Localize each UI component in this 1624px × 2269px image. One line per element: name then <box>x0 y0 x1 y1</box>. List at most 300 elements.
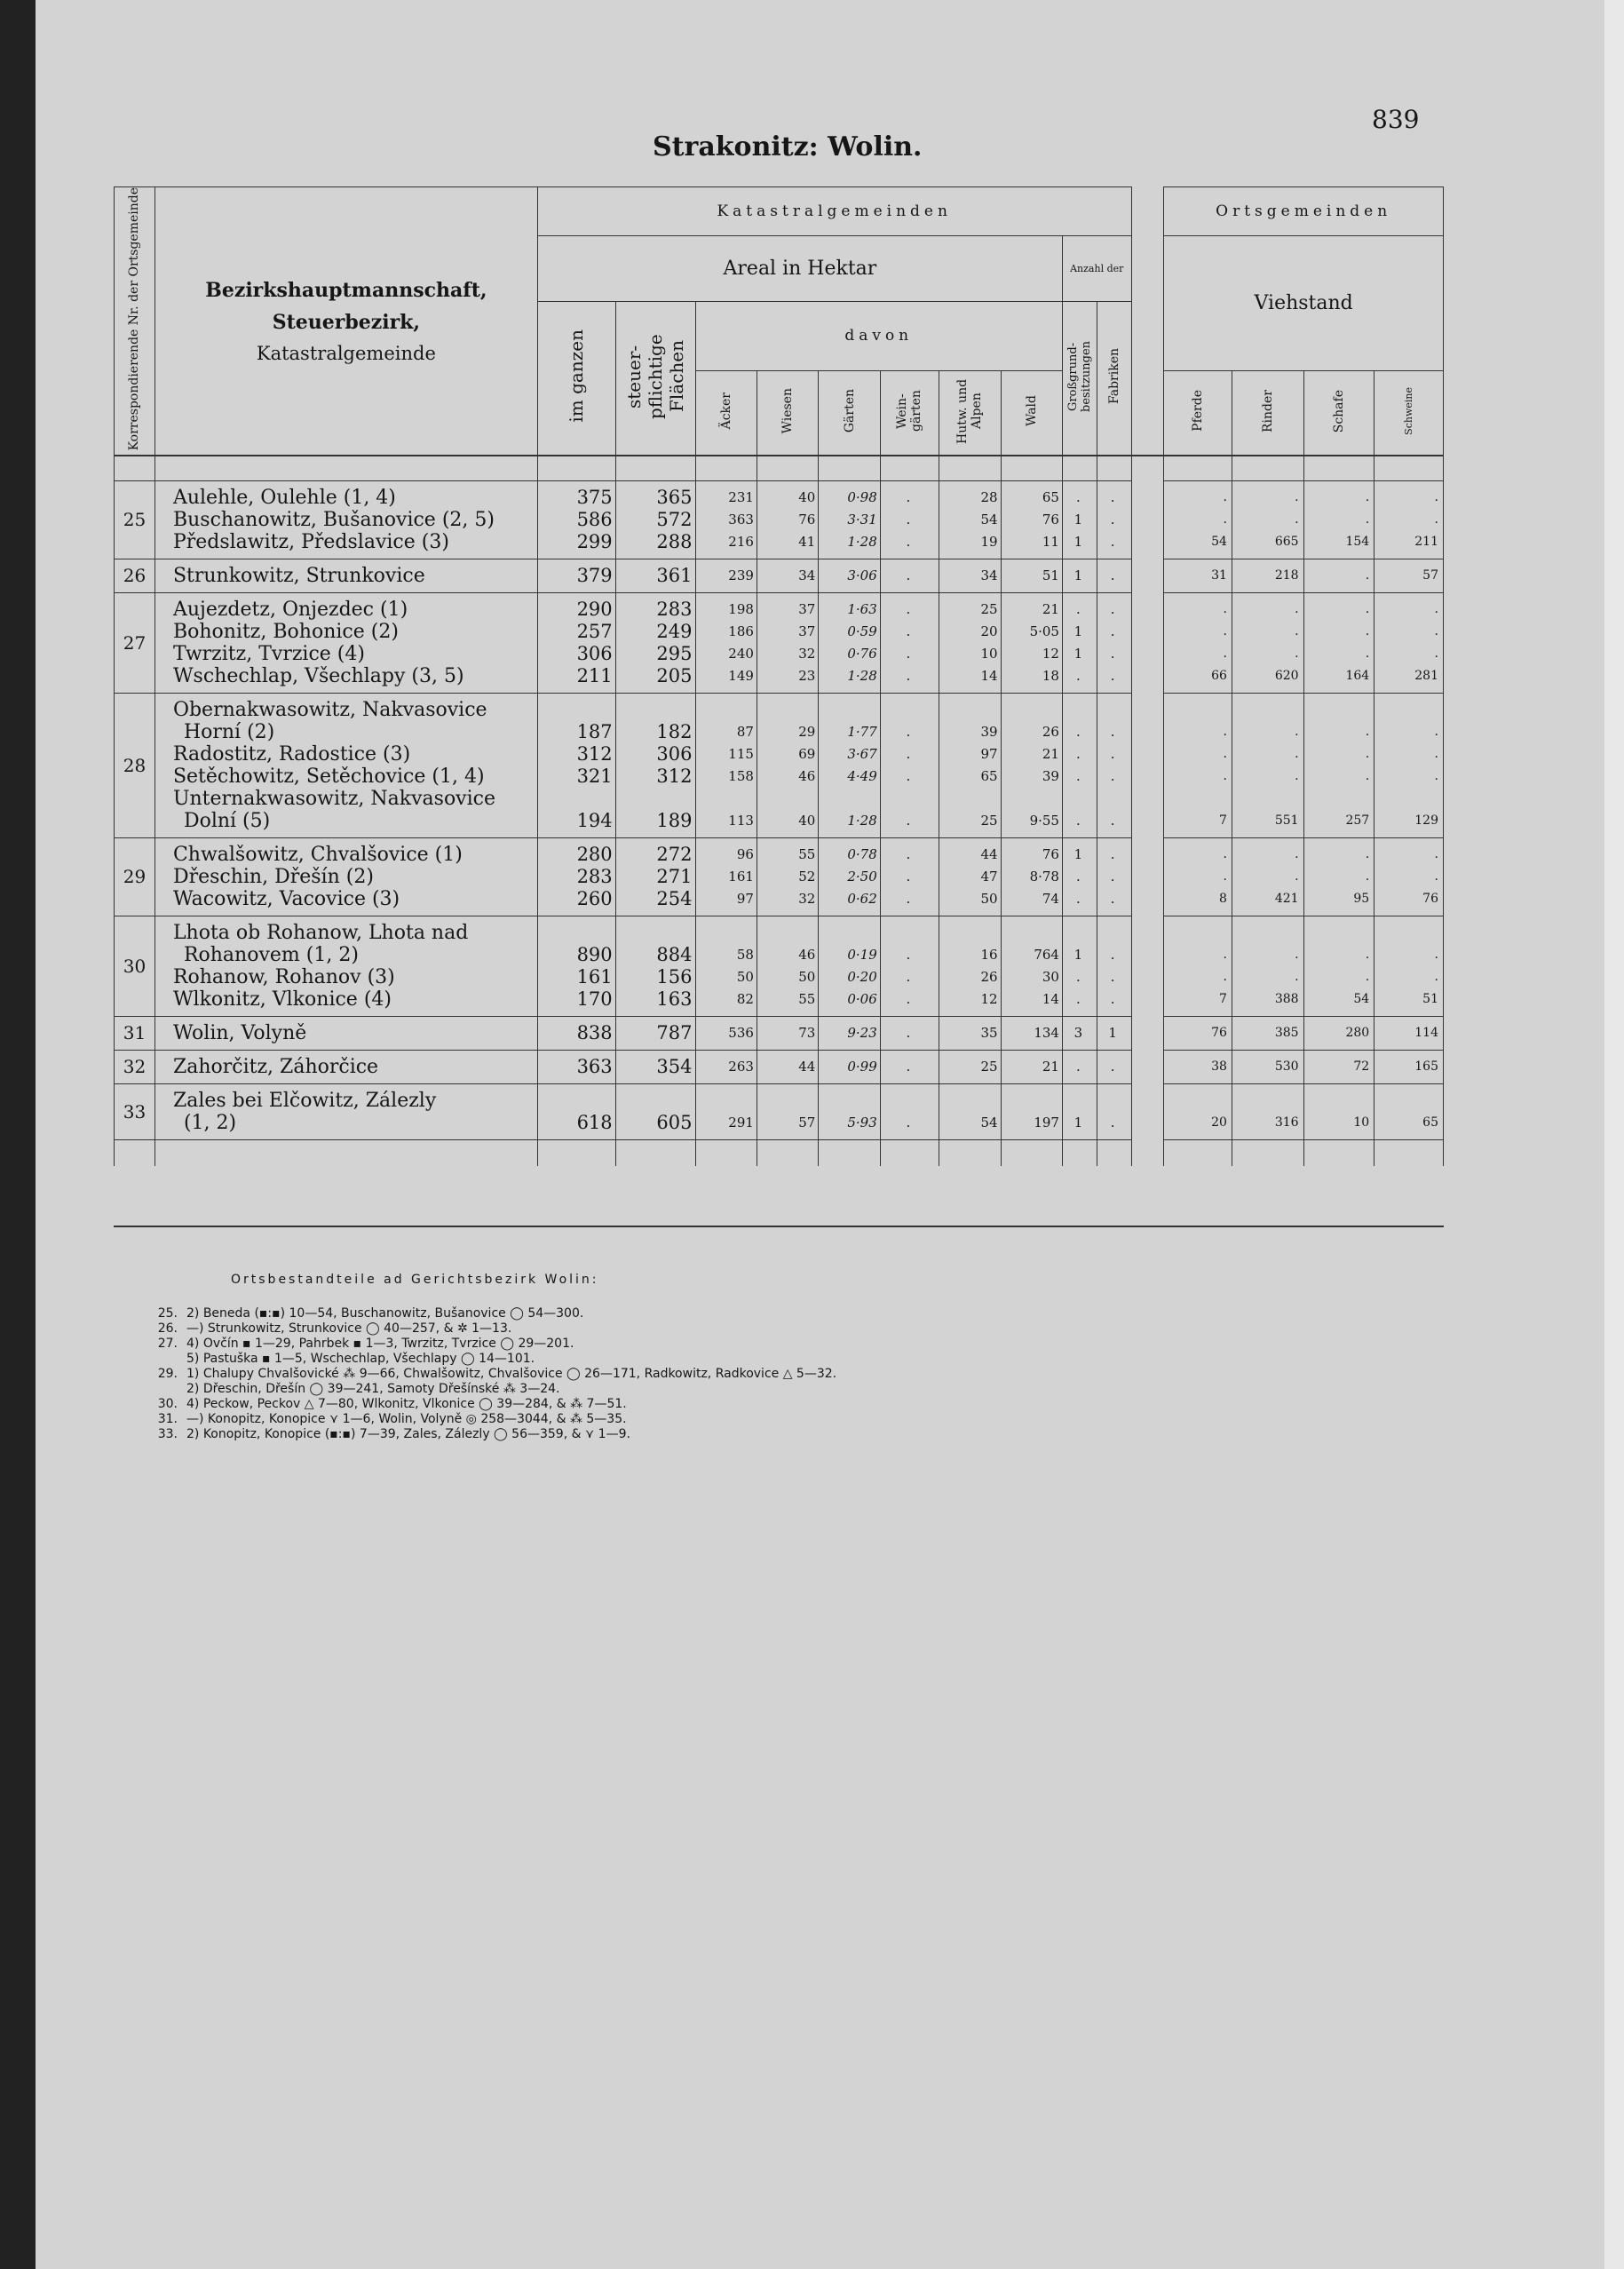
footnote-text: 4) Peckow, Peckov △ 7—80, Wlkonitz, Vlkonice ◯ 39—284, & ⁂ 7—51. <box>186 1397 627 1411</box>
rinder-value: . <box>1295 768 1299 783</box>
katastral-name: Chwalšowitz, Chvalšovice (1) <box>172 843 463 866</box>
steuerpflichtige-header: steuer-pflichtige Flächen <box>615 301 695 456</box>
gross-value: 1 <box>1073 946 1083 963</box>
pferde-value: . <box>1223 489 1227 504</box>
row-number: 25 <box>115 480 155 559</box>
acker-value: 198 <box>728 600 754 617</box>
pferde-value: . <box>1223 746 1227 761</box>
rinder-value: 665 <box>1274 534 1299 549</box>
steuer-value: 884 <box>656 943 693 965</box>
gross-value: . <box>1075 767 1081 784</box>
hutw-value: 26 <box>980 968 998 985</box>
pferde-value: . <box>1223 869 1227 884</box>
hutw-value: 39 <box>980 723 998 740</box>
katastral-name: (1, 2) <box>183 1111 237 1134</box>
rinder-header: Rinder <box>1232 370 1303 456</box>
pferde-value: . <box>1223 969 1227 984</box>
acker-value: 96 <box>736 845 754 862</box>
fabr-value: . <box>1110 767 1115 784</box>
wiesen-value: 44 <box>798 1058 816 1075</box>
rinder-value: . <box>1295 512 1299 527</box>
ganzen-value: 283 <box>576 865 613 887</box>
table-row <box>115 559 1444 592</box>
gross-value: . <box>1075 600 1081 617</box>
ganzen-value: 312 <box>576 742 613 765</box>
garten-value: 3·67 <box>847 745 877 762</box>
gross-value: . <box>1075 812 1081 829</box>
schweine-value <box>1374 1090 1443 1112</box>
pferde-value: 8 <box>1218 891 1227 906</box>
gross-value: 1 <box>1073 1114 1083 1131</box>
ganzen-value: 280 <box>576 843 613 865</box>
ganzen-value <box>538 699 615 721</box>
schafe-value: . <box>1365 724 1370 739</box>
steuer-value: 283 <box>656 598 693 620</box>
wein-value: . <box>906 1024 911 1041</box>
hutw-value: 20 <box>980 623 998 639</box>
pferde-value <box>1164 1090 1232 1112</box>
schafe-value: . <box>1365 601 1370 616</box>
schweine-value: 211 <box>1414 534 1438 549</box>
steuer-value: 163 <box>656 988 693 1010</box>
acker-value: 363 <box>728 511 754 528</box>
fabr-value: 1 <box>1108 1024 1117 1041</box>
areal-header: Areal in Hektar <box>537 236 1062 302</box>
hutw-value: 12 <box>980 990 998 1007</box>
wein-value: . <box>906 511 911 528</box>
wein-value: . <box>906 990 911 1007</box>
garten-value <box>819 922 879 944</box>
garten-value <box>819 788 879 810</box>
garten-value: 4·49 <box>847 767 877 784</box>
ganzen-value: 618 <box>576 1111 613 1133</box>
garten-value: 9·23 <box>847 1024 877 1041</box>
rinder-value: . <box>1295 746 1299 761</box>
table-row <box>115 1016 1444 1050</box>
footnote-number: 30. <box>157 1397 178 1411</box>
steuer-value <box>616 699 695 721</box>
page-title: Strakonitz: Wolin. <box>653 131 923 163</box>
acker-value: 50 <box>736 968 754 985</box>
garten-value: 1·63 <box>847 600 877 617</box>
fabr-value: . <box>1110 1058 1115 1075</box>
katastral-name: Dolní (5) <box>183 809 271 832</box>
gross-value <box>1063 699 1097 721</box>
schafe-value: 164 <box>1345 668 1370 683</box>
acker-value: 263 <box>728 1058 754 1075</box>
schafe-value: . <box>1365 512 1370 527</box>
schweine-value: 165 <box>1414 1059 1438 1074</box>
rinder-value: 316 <box>1274 1115 1299 1130</box>
wiesen-value: 32 <box>798 645 816 662</box>
pferde-value: 7 <box>1218 991 1227 1006</box>
wein-value: . <box>906 767 911 784</box>
schweine-value: . <box>1434 601 1438 616</box>
garten-value: 0·98 <box>847 488 877 505</box>
schafe-value: . <box>1365 489 1370 504</box>
page-number: 839 <box>1372 105 1420 134</box>
wein-value: . <box>906 1114 911 1131</box>
orts-header: Ortsgemeinden <box>1164 187 1444 236</box>
schweine-value: . <box>1434 969 1438 984</box>
katastral-name: Zahorčitz, Záhorčice <box>172 1055 379 1078</box>
fabr-value: . <box>1110 812 1115 829</box>
rinder-value: . <box>1295 947 1299 962</box>
katastral-name: Wlkonitz, Vlkonice (4) <box>172 988 392 1011</box>
rinder-value: . <box>1295 489 1299 504</box>
ganzen-value: 375 <box>576 486 613 508</box>
gross-value: . <box>1075 968 1081 985</box>
schweine-value: . <box>1434 623 1438 639</box>
footnote-line <box>133 1382 836 1397</box>
acker-value: 161 <box>728 868 754 885</box>
gross-value: . <box>1075 667 1081 684</box>
rinder-value: . <box>1295 646 1299 661</box>
footnotes-heading: Ortsbestandteile ad Gerichtsbezirk Wolin: <box>231 1273 599 1287</box>
rinder-value <box>1232 699 1303 721</box>
pferde-value: 66 <box>1211 668 1227 683</box>
scan-right-edge <box>1604 0 1624 2269</box>
footnote-line <box>133 1321 836 1337</box>
rinder-value: 530 <box>1274 1059 1299 1074</box>
acker-value: 158 <box>728 767 754 784</box>
steuer-value: 365 <box>656 486 693 508</box>
schafe-value: . <box>1365 947 1370 962</box>
schweine-value: 76 <box>1422 891 1438 906</box>
pferde-value: . <box>1223 646 1227 661</box>
row-number: 29 <box>115 837 155 916</box>
ganzen-value: 187 <box>576 720 613 742</box>
rinder-value: 421 <box>1274 891 1299 906</box>
steuer-value: 182 <box>656 720 693 742</box>
wiesen-value <box>757 699 818 721</box>
hutw-value: 54 <box>980 1114 998 1131</box>
fabr-value: . <box>1110 488 1115 505</box>
wald-value: 30 <box>1042 968 1059 985</box>
ganzen-value: 586 <box>576 508 613 530</box>
ganzen-value <box>538 788 615 810</box>
davon-header: davon <box>695 301 1062 370</box>
schweine-value: . <box>1434 724 1438 739</box>
katastral-name: Aujezdetz, Onjezdec (1) <box>172 598 408 621</box>
bezirk-header: Bezirkshauptmannschaft, Steuerbezirk, Katastralgemeinde <box>154 187 537 456</box>
wiesen-value: 41 <box>798 533 816 550</box>
schweine-value: . <box>1434 846 1438 861</box>
wiesen-value: 76 <box>798 511 816 528</box>
footnote-text: 1) Chalupy Chvalšovické ⁂ 9—66, Chwalšowitz, Chvalšovice ◯ 26—171, Radkowitz, Radkovice △ 5—32. <box>186 1367 837 1381</box>
garten-value: 0·19 <box>847 946 877 963</box>
hutw-value <box>939 1090 1000 1112</box>
fabr-value <box>1097 1090 1131 1112</box>
acker-value: 239 <box>728 567 754 583</box>
acker-value: 82 <box>736 990 754 1007</box>
ganzen-value: 170 <box>576 988 613 1010</box>
garten-value: 0·62 <box>847 890 877 907</box>
acker-value: 231 <box>728 488 754 505</box>
row-number: 33 <box>115 1083 155 1139</box>
fabr-value: . <box>1110 567 1115 583</box>
steuer-value <box>616 922 695 944</box>
rinder-value <box>1232 788 1303 810</box>
pferde-value: . <box>1223 846 1227 861</box>
katastral-name: Lhota ob Rohanow, Lhota nad <box>172 921 469 944</box>
wein-value <box>881 699 939 721</box>
hutw-value: 28 <box>980 488 998 505</box>
steuer-value: 156 <box>656 965 693 988</box>
katastral-name: Obernakwasowitz, Nakvasovice <box>172 698 487 721</box>
wein-value: . <box>906 645 911 662</box>
wein-value <box>881 922 939 944</box>
footnote-line <box>133 1306 836 1321</box>
schweine-value: . <box>1434 489 1438 504</box>
wiesen-value: 40 <box>798 488 816 505</box>
fabr-value: . <box>1110 1114 1115 1131</box>
gross-value <box>1063 788 1097 810</box>
pferde-value: 20 <box>1211 1115 1227 1130</box>
table-row <box>115 693 1444 837</box>
schweine-value: . <box>1434 512 1438 527</box>
wiesen-value: 46 <box>798 767 816 784</box>
pferde-value: . <box>1223 512 1227 527</box>
ganzen-value: 306 <box>576 642 613 664</box>
fabr-value: . <box>1110 600 1115 617</box>
wald-value: 5·05 <box>1029 623 1059 639</box>
ganzen-value: 838 <box>576 1021 613 1043</box>
rinder-value: 388 <box>1274 991 1299 1006</box>
schafe-value: 154 <box>1345 534 1370 549</box>
garten-value: 2·50 <box>847 868 877 885</box>
wiesen-value: 55 <box>798 845 816 862</box>
pferde-value: 38 <box>1211 1059 1227 1074</box>
gross-value: . <box>1075 488 1081 505</box>
wald-value: 21 <box>1042 600 1059 617</box>
steuer-value: 205 <box>656 664 693 686</box>
steuer-value: 572 <box>656 508 693 530</box>
weingarten-header: Wein-gärten <box>880 370 939 456</box>
rinder-value: . <box>1295 846 1299 861</box>
wein-value: . <box>906 600 911 617</box>
fabr-value: . <box>1110 990 1115 1007</box>
schweine-value <box>1374 922 1443 944</box>
ganzen-value: 161 <box>576 965 613 988</box>
steuer-value: 361 <box>656 564 693 586</box>
footnote-number <box>133 1382 186 1397</box>
grossgrund-header: Großgrund-besitzungen <box>1062 301 1097 456</box>
wein-value: . <box>906 488 911 505</box>
katastral-name: Radostitz, Radostice (3) <box>172 742 411 766</box>
acker-value: 536 <box>728 1024 754 1041</box>
acker-value: 97 <box>736 890 754 907</box>
schweine-value: . <box>1434 646 1438 661</box>
footnote-number: 33. <box>157 1427 178 1441</box>
schweine-value: . <box>1434 746 1438 761</box>
footnote-text: —) Strunkowitz, Strunkovice ◯ 40—257, & ✲ 1—13. <box>186 1321 512 1336</box>
katastral-name: Rohanow, Rohanov (3) <box>172 965 395 988</box>
footnote-text: —) Konopitz, Konopice ⋎ 1—6, Wolin, Volyně ◎ 258—3044, & ⁂ 5—35. <box>186 1412 627 1426</box>
acker-value <box>696 922 757 944</box>
wald-value: 764 <box>1034 946 1059 963</box>
row-number: 28 <box>115 693 155 837</box>
footnote-text: 2) Dřeschin, Dřešín ◯ 39—241, Samoty Dřešínské ⁂ 3—24. <box>186 1382 560 1396</box>
wein-value: . <box>906 533 911 550</box>
schweine-value: 114 <box>1414 1025 1438 1040</box>
fabr-value: . <box>1110 845 1115 862</box>
footnote-line <box>133 1397 836 1412</box>
row-number: 27 <box>115 592 155 693</box>
schafe-value <box>1304 922 1374 944</box>
wiesen-value: 37 <box>798 623 816 639</box>
schweine-value <box>1374 699 1443 721</box>
katastral-name: Rohanovem (1, 2) <box>183 943 359 966</box>
row-number: 32 <box>115 1050 155 1083</box>
acker-value <box>696 788 757 810</box>
wald-value: 11 <box>1042 533 1059 550</box>
wiesen-value: 57 <box>798 1114 816 1131</box>
wald-value <box>1002 788 1062 810</box>
garten-header: Gärten <box>819 370 880 456</box>
katastral-name: Aulehle, Oulehle (1, 4) <box>172 486 396 509</box>
katastral-name: Buschanowitz, Bušanovice (2, 5) <box>172 508 495 531</box>
rinder-value: 620 <box>1274 668 1299 683</box>
table-row <box>115 480 1444 559</box>
fabriken-header: Fabriken <box>1097 301 1131 456</box>
ganzen-value: 890 <box>576 943 613 965</box>
wald-value: 9·55 <box>1029 812 1059 829</box>
schafe-value: . <box>1365 846 1370 861</box>
table-bottom-rule <box>114 1226 1444 1227</box>
schweine-value: . <box>1434 869 1438 884</box>
garten-value: 0·78 <box>847 845 877 862</box>
schafe-value: . <box>1365 869 1370 884</box>
hutw-value: 97 <box>980 745 998 762</box>
rinder-value: 551 <box>1274 813 1299 828</box>
wein-value: . <box>906 868 911 885</box>
wiesen-value: 40 <box>798 812 816 829</box>
hutw-value: 34 <box>980 567 998 583</box>
hutw-value: 25 <box>980 812 998 829</box>
wein-value <box>881 788 939 810</box>
schafe-header: Schafe <box>1303 370 1374 456</box>
katastral-name: Unternakwasowitz, Nakvasovice <box>172 787 495 810</box>
ganzen-value: 363 <box>576 1055 613 1077</box>
wein-value: . <box>906 623 911 639</box>
pferde-value: 76 <box>1211 1025 1227 1040</box>
ganzen-value: 194 <box>576 809 613 831</box>
wiesen-value: 69 <box>798 745 816 762</box>
pferde-header: Pferde <box>1164 370 1232 456</box>
pferde-value: 31 <box>1211 567 1227 583</box>
rinder-value <box>1232 922 1303 944</box>
schweine-value: 281 <box>1414 668 1438 683</box>
rinder-value: 385 <box>1274 1025 1299 1040</box>
wiesen-value: 37 <box>798 600 816 617</box>
katastral-name: Předslawitz, Předslavice (3) <box>172 530 449 553</box>
schweine-value: . <box>1434 947 1438 962</box>
footnote-text: 2) Konopitz, Konopice (▪:▪) 7—39, Zales, Zálezly ◯ 56—359, & ⋎ 1—9. <box>186 1427 630 1441</box>
wald-value: 21 <box>1042 745 1059 762</box>
steuer-value: 189 <box>656 809 693 831</box>
schafe-value: 280 <box>1345 1025 1370 1040</box>
footnote-number: 31. <box>157 1412 178 1426</box>
hutw-value: 50 <box>980 890 998 907</box>
gross-value: . <box>1075 723 1081 740</box>
wein-value: . <box>906 1058 911 1075</box>
wiesen-value: 23 <box>798 667 816 684</box>
table-row <box>115 916 1444 1016</box>
wein-value: . <box>906 845 911 862</box>
katastral-name: Wolin, Volyně <box>172 1021 307 1044</box>
schafe-value: . <box>1365 646 1370 661</box>
ganzen-value <box>538 1090 615 1112</box>
wald-header: Wald <box>1001 370 1062 456</box>
garten-value: 1·28 <box>847 533 877 550</box>
schafe-value <box>1304 699 1374 721</box>
wald-value: 197 <box>1034 1114 1059 1131</box>
fabr-value <box>1097 922 1131 944</box>
schweine-value <box>1374 788 1443 810</box>
fabr-value: . <box>1110 890 1115 907</box>
schafe-value: . <box>1365 768 1370 783</box>
pferde-value: . <box>1223 947 1227 962</box>
ganzen-value: 260 <box>576 887 613 909</box>
schafe-value: . <box>1365 969 1370 984</box>
wald-value: 39 <box>1042 767 1059 784</box>
table-row <box>115 592 1444 693</box>
acker-value <box>696 1090 757 1112</box>
garten-value: 1·77 <box>847 723 877 740</box>
footnote-line <box>133 1427 836 1442</box>
wein-value: . <box>906 968 911 985</box>
wein-value: . <box>906 745 911 762</box>
wald-value: 76 <box>1042 511 1059 528</box>
rinder-value: . <box>1295 724 1299 739</box>
steuer-value <box>616 788 695 810</box>
im-ganzen-header: im ganzen <box>537 301 615 456</box>
acker-value: 216 <box>728 533 754 550</box>
gross-value: . <box>1075 890 1081 907</box>
footnote-number: 27. <box>157 1337 178 1351</box>
gross-value: . <box>1075 868 1081 885</box>
fabr-value: . <box>1110 623 1115 639</box>
ganzen-value <box>538 922 615 944</box>
garten-value: 3·31 <box>847 511 877 528</box>
ganzen-value: 321 <box>576 765 613 787</box>
pferde-value: . <box>1223 601 1227 616</box>
rinder-value: 218 <box>1274 567 1299 583</box>
wiesen-value: 50 <box>798 968 816 985</box>
garten-value <box>819 699 879 721</box>
wiesen-value <box>757 922 818 944</box>
pferde-value: . <box>1223 724 1227 739</box>
pferde-value: . <box>1223 768 1227 783</box>
gross-value: 1 <box>1073 567 1083 583</box>
scan-binding-edge <box>0 0 36 2269</box>
wiesen-value: 52 <box>798 868 816 885</box>
schafe-value: 257 <box>1345 813 1370 828</box>
steuer-value: 306 <box>656 742 693 765</box>
wald-value: 8·78 <box>1029 868 1059 885</box>
wald-value: 51 <box>1042 567 1059 583</box>
rinder-value: . <box>1295 601 1299 616</box>
fabr-value: . <box>1110 533 1115 550</box>
footnote-line <box>133 1352 836 1367</box>
wiesen-value: 73 <box>798 1024 816 1041</box>
garten-value: 5·93 <box>847 1114 877 1131</box>
table-row <box>115 1050 1444 1083</box>
schafe-value: 10 <box>1353 1115 1370 1130</box>
hutw-value: 16 <box>980 946 998 963</box>
gross-value <box>1063 1090 1097 1112</box>
